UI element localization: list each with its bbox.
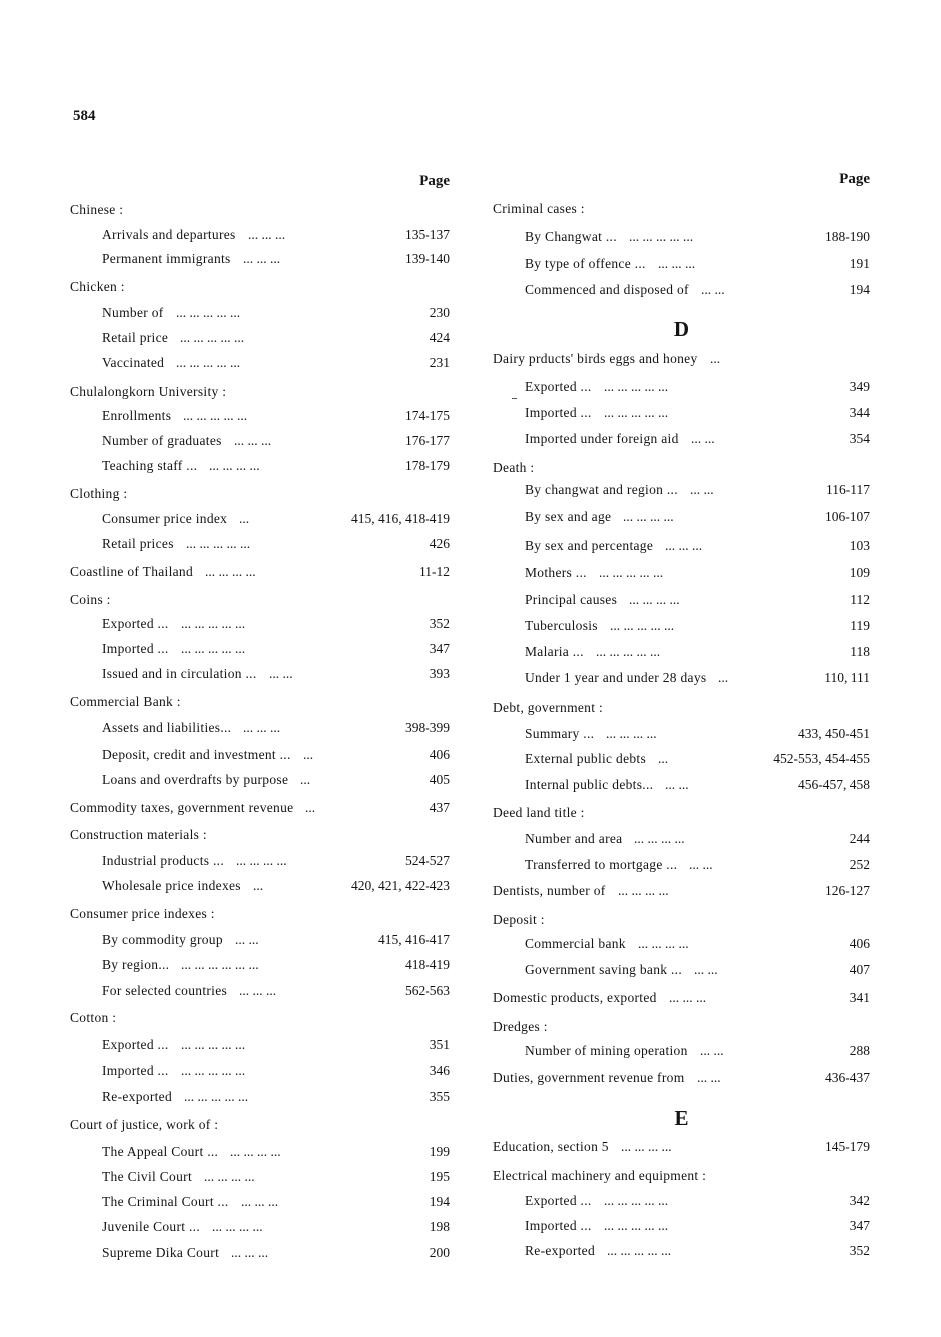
leader-dots: ... ... ... xyxy=(243,720,281,735)
entry-page-ref: 191 xyxy=(849,256,870,271)
index-subentry xyxy=(493,1216,870,1236)
entry-label: Dentists, number of xyxy=(493,883,606,898)
entry-label: Deed land title : xyxy=(493,805,585,820)
entry-label: By Changwat ... xyxy=(525,229,617,244)
entry-label: Malaria ... xyxy=(525,644,584,659)
index-subentry xyxy=(70,1167,450,1187)
entry-label: Mothers ... xyxy=(525,565,587,580)
entry-page-ref: 433, 450-451 xyxy=(798,726,870,741)
index-subentry xyxy=(70,1142,450,1162)
entry-page-ref: 11-12 xyxy=(419,564,450,579)
index-subentry xyxy=(493,227,870,247)
leader-dots: ... ... ... ... ... xyxy=(186,536,251,551)
leader-dots: ... ... ... xyxy=(231,1245,269,1260)
leader-dots: ... ... ... ... xyxy=(209,458,260,473)
entry-page-ref: 352 xyxy=(849,1243,870,1258)
index-subentry xyxy=(70,955,450,975)
entry-page-ref: 351 xyxy=(429,1037,450,1052)
entry-label: Industrial products ... xyxy=(102,853,225,868)
index-entry xyxy=(493,1166,870,1186)
entry-label: By sex and percentage xyxy=(525,538,654,553)
leader-dots: ... ... ... ... ... xyxy=(610,618,675,633)
leader-dots: ... xyxy=(303,747,314,762)
entry-label: Re-exported xyxy=(102,1089,173,1104)
entry-label: Commodity taxes, government revenue xyxy=(70,800,294,815)
index-subentry xyxy=(70,1217,450,1237)
leader-dots: ... ... ... ... ... xyxy=(596,644,661,659)
index-subentry xyxy=(493,724,870,744)
entry-page-ref: 436-437 xyxy=(825,1070,870,1085)
entry-page-ref: 126-127 xyxy=(825,883,870,898)
entry-label: External public debts xyxy=(525,751,647,766)
page-number: 584 xyxy=(73,108,96,124)
entry-page-ref: 231 xyxy=(429,355,450,370)
index-subentry xyxy=(70,303,450,323)
index-subentry xyxy=(493,642,870,662)
entry-label: Enrollments xyxy=(102,408,172,423)
leader-dots: ... xyxy=(718,670,729,685)
leader-dots: ... ... ... ... ... xyxy=(181,1063,246,1078)
index-subentry xyxy=(70,1192,450,1212)
entry-label: Wholesale price indexes xyxy=(102,878,241,893)
entry-label: Assets and liabilities... xyxy=(102,720,232,735)
index-subentry xyxy=(493,668,870,688)
index-subentry xyxy=(493,507,870,527)
entry-page-ref: 194 xyxy=(429,1194,450,1209)
leader-dots: ... ... ... ... xyxy=(205,564,256,579)
entry-page-ref: 199 xyxy=(429,1144,450,1159)
entry-label: Consumer price index xyxy=(102,511,228,526)
index-subentry xyxy=(493,829,870,849)
index-entry xyxy=(493,1137,870,1157)
leader-dots: ... xyxy=(710,351,721,366)
entry-label: Government saving bank ... xyxy=(525,962,683,977)
entry-label: Retail price xyxy=(102,330,169,345)
entry-page-ref: 198 xyxy=(429,1219,450,1234)
leader-dots: ... ... ... ... ... xyxy=(181,616,246,631)
leader-dots: ... xyxy=(305,800,316,815)
entry-page-ref: 456-457, 458 xyxy=(798,777,870,792)
entry-label: By commodity group xyxy=(102,932,223,947)
entry-label: Under 1 year and under 28 days xyxy=(525,670,707,685)
index-subentry xyxy=(493,254,870,274)
entry-label: Commenced and disposed of xyxy=(525,282,689,297)
index-subentry xyxy=(493,403,870,423)
entry-page-ref: 347 xyxy=(849,1218,870,1233)
entry-page-ref: 112 xyxy=(850,592,870,607)
index-subentry xyxy=(70,1087,450,1107)
entry-label: Retail prices xyxy=(102,536,174,551)
entry-page-ref: 354 xyxy=(849,431,870,446)
entry-page-ref: 341 xyxy=(849,990,870,1005)
leader-dots: ... ... ... ... xyxy=(634,831,685,846)
index-subentry xyxy=(70,639,450,659)
entry-label: Permanent immigrants xyxy=(102,251,231,266)
entry-label: Criminal cases : xyxy=(493,201,585,216)
index-subentry xyxy=(493,960,870,980)
leader-dots: ... ... xyxy=(691,431,715,446)
entry-label: Chicken : xyxy=(70,279,125,294)
entry-label: Internal public debts... xyxy=(525,777,654,792)
entry-page-ref: 230 xyxy=(429,305,450,320)
entry-label: Court of justice, work of : xyxy=(70,1117,219,1132)
section-letter: E xyxy=(674,1106,689,1130)
index-subentry xyxy=(70,745,450,765)
index-entry xyxy=(493,910,870,930)
entry-label: Chinese : xyxy=(70,202,124,217)
index-subentry xyxy=(70,981,450,1001)
leader-dots: ... ... ... ... xyxy=(212,1219,263,1234)
entry-label: The Civil Court xyxy=(102,1169,192,1184)
index-subentry xyxy=(70,851,450,871)
entry-label: By sex and age xyxy=(525,509,612,524)
index-subentry xyxy=(493,377,870,397)
leader-dots: ... ... ... ... ... xyxy=(176,355,241,370)
entry-label: By changwat and region ... xyxy=(525,482,678,497)
entry-label: Imported ... xyxy=(102,1063,169,1078)
index-subentry xyxy=(70,1061,450,1081)
index-subentry xyxy=(70,876,450,896)
leader-dots: ... ... ... ... xyxy=(618,883,669,898)
entry-label: Commercial bank xyxy=(525,936,626,951)
entry-page-ref: 252 xyxy=(849,857,870,872)
index-subentry xyxy=(493,855,870,875)
index-subentry xyxy=(493,1041,870,1061)
leader-dots: ... ... ... ... ... xyxy=(183,408,248,423)
entry-page-ref: 176-177 xyxy=(405,433,450,448)
entry-label: Chulalongkorn University : xyxy=(70,384,227,399)
entry-label: Cotton : xyxy=(70,1010,117,1025)
leader-dots: ... ... xyxy=(269,666,293,681)
index-subentry xyxy=(70,1035,450,1055)
index-entry xyxy=(70,1008,450,1028)
entry-label: Exported ... xyxy=(102,616,169,631)
entry-label: Electrical machinery and equipment : xyxy=(493,1168,707,1183)
index-entry xyxy=(70,590,450,610)
entry-label: Number of graduates xyxy=(102,433,222,448)
index-subentry xyxy=(493,590,870,610)
leader-dots: ... ... ... xyxy=(665,538,703,553)
leader-dots: ... ... ... ... xyxy=(606,726,657,741)
entry-page-ref: 174-175 xyxy=(405,408,450,423)
index-entry xyxy=(70,798,450,818)
leader-dots: ... ... xyxy=(701,282,725,297)
entry-page-ref: 406 xyxy=(429,747,450,762)
index-subentry xyxy=(70,614,450,634)
entry-label: Vaccinated xyxy=(102,355,165,370)
entry-page-ref: 352 xyxy=(429,616,450,631)
leader-dots: ... ... xyxy=(694,962,718,977)
entry-label: Construction materials : xyxy=(70,827,207,842)
entry-label: Exported ... xyxy=(525,1193,592,1208)
entry-page-ref: 178-179 xyxy=(405,458,450,473)
entry-page-ref: 200 xyxy=(429,1245,450,1260)
entry-label: Coastline of Thailand xyxy=(70,564,194,579)
leader-dots: ... ... ... ... ... xyxy=(184,1089,249,1104)
index-subentry xyxy=(70,770,450,790)
entry-page-ref: 194 xyxy=(849,282,870,297)
index-subentry xyxy=(493,480,870,500)
index-subentry xyxy=(493,563,870,583)
leader-dots: ... ... ... ... ... xyxy=(176,305,241,320)
entry-page-ref: 405 xyxy=(429,772,450,787)
entry-label: Summary ... xyxy=(525,726,595,741)
leader-dots: ... ... xyxy=(700,1043,724,1058)
entry-label: Education, section 5 xyxy=(493,1139,609,1154)
entry-label: Coins : xyxy=(70,592,111,607)
entry-label: Clothing : xyxy=(70,486,128,501)
index-entry xyxy=(493,988,870,1008)
index-subentry xyxy=(493,616,870,636)
entry-label: Tuberculosis xyxy=(525,618,598,633)
entry-page-ref: 344 xyxy=(849,405,870,420)
leader-dots: ... ... ... ... ... xyxy=(181,1037,246,1052)
entry-page-ref: 145-179 xyxy=(825,1139,870,1154)
index-subentry xyxy=(493,1241,870,1261)
index-entry xyxy=(493,199,870,219)
entry-page-ref: 418-419 xyxy=(405,957,450,972)
entry-page-ref: 139-140 xyxy=(405,251,450,266)
index-subentry xyxy=(70,456,450,476)
entry-page-ref: 118 xyxy=(850,644,870,659)
section-letter: D xyxy=(673,317,690,341)
leader-dots: ... xyxy=(300,772,311,787)
leader-dots: ... ... ... ... xyxy=(204,1169,255,1184)
entry-page-ref: 346 xyxy=(429,1063,450,1078)
entry-label: Debt, government : xyxy=(493,700,603,715)
leader-dots: ... ... ... ... ... xyxy=(604,405,669,420)
entry-page-ref: 195 xyxy=(429,1169,450,1184)
index-subentry xyxy=(70,225,450,245)
leader-dots: ... ... ... ... xyxy=(236,853,287,868)
index-subentry xyxy=(70,406,450,426)
entry-page-ref: 349 xyxy=(849,379,870,394)
index-entry xyxy=(493,881,870,901)
entry-page-ref: 420, 421, 422-423 xyxy=(351,878,450,893)
entry-label: The Appeal Court ... xyxy=(102,1144,219,1159)
entry-page-ref: 437 xyxy=(429,800,450,815)
index-subentry xyxy=(70,534,450,554)
entry-label: Re-exported xyxy=(525,1243,596,1258)
entry-label: Deposit, credit and investment ... xyxy=(102,747,291,762)
index-subentry xyxy=(70,664,450,684)
leader-dots: ... ... xyxy=(697,1070,721,1085)
entry-label: Imported under foreign aid xyxy=(525,431,679,446)
entry-label: Number of xyxy=(102,305,164,320)
entry-page-ref: 415, 416-417 xyxy=(378,932,450,947)
index-entry xyxy=(493,458,870,478)
leader-dots: ... ... ... ... xyxy=(623,509,674,524)
index-entry xyxy=(493,349,870,369)
leader-dots: ... ... ... xyxy=(234,433,272,448)
index-entry xyxy=(70,825,450,845)
index-entry xyxy=(493,698,870,718)
entry-page-ref: 342 xyxy=(849,1193,870,1208)
index-subentry xyxy=(70,249,450,269)
entry-page-ref: 406 xyxy=(849,936,870,951)
index-entry xyxy=(70,692,450,712)
leader-dots: ... xyxy=(239,511,250,526)
index-subentry xyxy=(70,353,450,373)
leader-dots: ... ... xyxy=(690,482,714,497)
entry-page-ref: 116-117 xyxy=(826,482,870,497)
entry-page-ref: 398-399 xyxy=(405,720,450,735)
leader-dots: ... ... xyxy=(665,777,689,792)
leader-dots: ... ... ... ... xyxy=(629,592,680,607)
entry-label: Number and area xyxy=(525,831,623,846)
leader-dots: ... xyxy=(658,751,669,766)
leader-dots: ... ... xyxy=(235,932,259,947)
entry-label: Juvenile Court ... xyxy=(102,1219,201,1234)
entry-label: Teaching staff ... xyxy=(102,458,198,473)
index-entry xyxy=(493,1068,870,1088)
leader-dots: ... xyxy=(253,878,264,893)
leader-dots: ... ... ... ... ... xyxy=(604,1193,669,1208)
leader-dots: ... ... xyxy=(689,857,713,872)
entry-page-ref: 119 xyxy=(850,618,870,633)
page-column-header: Page xyxy=(839,171,870,187)
entry-label: Imported ... xyxy=(525,1218,592,1233)
entry-label: Commercial Bank : xyxy=(70,694,181,709)
leader-dots: ... ... ... ... ... xyxy=(181,641,246,656)
entry-label: Loans and overdrafts by purpose xyxy=(102,772,289,787)
index-subentry xyxy=(493,749,870,769)
leader-dots: ... ... ... xyxy=(241,1194,279,1209)
index-entry xyxy=(70,562,450,582)
leader-dots: ... ... ... xyxy=(669,990,707,1005)
entry-label: Exported ... xyxy=(102,1037,169,1052)
index-subentry xyxy=(493,280,870,300)
index-entry xyxy=(70,382,450,402)
index-subentry xyxy=(70,431,450,451)
entry-page-ref: 103 xyxy=(849,538,870,553)
entry-label: The Criminal Court ... xyxy=(102,1194,229,1209)
leader-dots: ... ... ... ... xyxy=(621,1139,672,1154)
entry-label: Principal causes xyxy=(525,592,618,607)
index-entry xyxy=(70,277,450,297)
entry-label: Imported ... xyxy=(102,641,169,656)
entry-page-ref: 426 xyxy=(429,536,450,551)
leader-dots: ... ... ... ... xyxy=(230,1144,281,1159)
entry-page-ref: 407 xyxy=(849,962,870,977)
index-subentry xyxy=(493,1191,870,1211)
entry-label: Exported ... xyxy=(525,379,592,394)
entry-label: Death : xyxy=(493,460,535,475)
leader-dots: ... ... ... ... ... ... xyxy=(181,957,259,972)
leader-dots: ... ... ... ... ... xyxy=(629,229,694,244)
entry-page-ref: 110, 111 xyxy=(824,670,870,685)
index-entry xyxy=(493,1017,870,1037)
entry-label: Number of mining operation xyxy=(525,1043,688,1058)
index-subentry xyxy=(70,509,450,529)
entry-page-ref: 393 xyxy=(429,666,450,681)
entry-page-ref: 452-553, 454-455 xyxy=(773,751,870,766)
index-entry xyxy=(70,200,450,220)
entry-page-ref: 288 xyxy=(849,1043,870,1058)
scan-mark xyxy=(512,398,517,399)
index-subentry xyxy=(70,1243,450,1263)
entry-label: Imported ... xyxy=(525,405,592,420)
entry-page-ref: 355 xyxy=(429,1089,450,1104)
entry-label: Arrivals and departures xyxy=(102,227,236,242)
leader-dots: ... ... ... ... ... xyxy=(599,565,664,580)
leader-dots: ... ... ... xyxy=(239,983,277,998)
index-entry xyxy=(70,904,450,924)
entry-label: By type of offence ... xyxy=(525,256,646,271)
leader-dots: ... ... ... ... ... xyxy=(607,1243,672,1258)
leader-dots: ... ... ... ... ... xyxy=(180,330,245,345)
index-subentry xyxy=(493,536,870,556)
index-subentry xyxy=(493,429,870,449)
leader-dots: ... ... ... xyxy=(658,256,696,271)
entry-label: Dairy prducts' birds eggs and honey xyxy=(493,351,698,366)
entry-label: Duties, government revenue from xyxy=(493,1070,685,1085)
entry-page-ref: 188-190 xyxy=(825,229,870,244)
index-entry xyxy=(70,1115,450,1135)
entry-page-ref: 244 xyxy=(849,831,870,846)
index-subentry xyxy=(70,718,450,738)
index-entry xyxy=(493,803,870,823)
entry-page-ref: 415, 416, 418-419 xyxy=(351,511,450,526)
entry-page-ref: 562-563 xyxy=(405,983,450,998)
entry-page-ref: 347 xyxy=(429,641,450,656)
entry-label: Dredges : xyxy=(493,1019,548,1034)
entry-label: Transferred to mortgage ... xyxy=(525,857,678,872)
index-subentry xyxy=(493,934,870,954)
entry-label: By region... xyxy=(102,957,170,972)
entry-page-ref: 424 xyxy=(429,330,450,345)
index-subentry xyxy=(70,328,450,348)
index-subentry xyxy=(70,930,450,950)
page-column-header: Page xyxy=(419,173,450,189)
entry-page-ref: 524-527 xyxy=(405,853,450,868)
entry-label: Domestic products, exported xyxy=(493,990,657,1005)
leader-dots: ... ... ... xyxy=(243,251,281,266)
entry-label: Supreme Dika Court xyxy=(102,1245,220,1260)
entry-page-ref: 106-107 xyxy=(825,509,870,524)
leader-dots: ... ... ... xyxy=(248,227,286,242)
entry-label: Issued and in circulation ... xyxy=(102,666,257,681)
leader-dots: ... ... ... ... ... xyxy=(604,379,669,394)
leader-dots: ... ... ... ... ... xyxy=(604,1218,669,1233)
index-subentry xyxy=(493,775,870,795)
entry-label: For selected countries xyxy=(102,983,228,998)
entry-page-ref: 109 xyxy=(849,565,870,580)
entry-label: Consumer price indexes : xyxy=(70,906,215,921)
leader-dots: ... ... ... ... xyxy=(638,936,689,951)
index-entry xyxy=(70,484,450,504)
entry-page-ref: 135-137 xyxy=(405,227,450,242)
entry-label: Deposit : xyxy=(493,912,545,927)
